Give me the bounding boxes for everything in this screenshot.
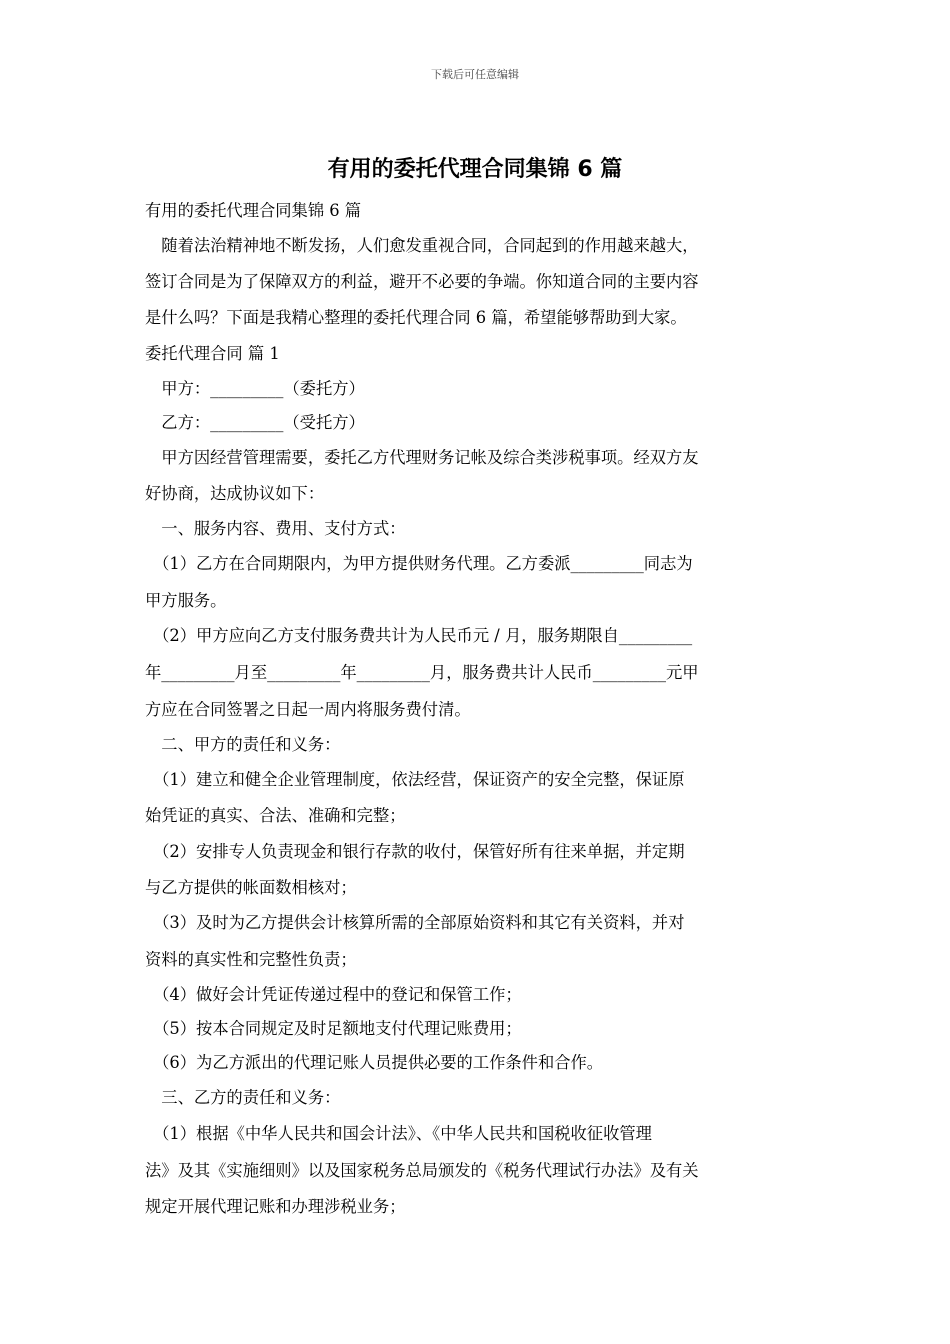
body-line: （1）建立和健全企业管理制度，依法经营，保证资产的安全完整，保证原 <box>145 770 685 789</box>
body-line: （1）根据《中华人民共和国会计法》、《中华人民共和国税收征收管理 <box>145 1124 652 1143</box>
body-line: 始凭证的真实、合法、准确和完整； <box>145 806 406 825</box>
body-line: 年_________月至_________年_________月，服务费共计人民币_________元甲 <box>145 663 699 682</box>
body-line: 甲方因经营管理需要，委托乙方代理财务记帐及综合类涉税事项。经双方友 <box>145 448 699 467</box>
body-line: 三、乙方的责任和义务： <box>145 1088 341 1107</box>
header-note: 下载后可任意编辑 <box>431 68 519 81</box>
body-line: 一、服务内容、费用、支付方式： <box>145 519 406 538</box>
body-line: 规定开展代理记账和办理涉税业务； <box>145 1197 406 1216</box>
body-line: 甲方服务。 <box>145 591 227 610</box>
body-line: 签订合同是为了保障双方的利益，避开不必要的争端。你知道合同的主要内容 <box>145 272 699 291</box>
body-line: 二、甲方的责任和义务： <box>145 735 341 754</box>
body-line: （3）及时为乙方提供会计核算所需的全部原始资料和其它有关资料，并对 <box>145 913 685 932</box>
body-line: （2）甲方应向乙方支付服务费共计为人民币元 / 月，服务期限自_________ <box>145 626 693 645</box>
body-line: 法》及其《实施细则》以及国家税务总局颁发的《税务代理试行办法》及有关 <box>145 1161 699 1180</box>
body-line: 与乙方提供的帐面数相核对； <box>145 878 357 897</box>
body-line: 是什么吗？下面是我精心整理的委托代理合同 6 篇，希望能够帮助到大家。 <box>145 308 687 327</box>
section-heading: 委托代理合同 篇 1 <box>145 344 280 363</box>
subtitle-line: 有用的委托代理合同集锦 6 篇 <box>145 201 362 220</box>
body-line: 资料的真实性和完整性负责； <box>145 950 357 969</box>
body-line: 乙方：_________（受托方） <box>145 413 365 432</box>
body-line: （2）安排专人负责现金和银行存款的收付，保管好所有往来单据，并定期 <box>145 842 685 861</box>
document-title: 有用的委托代理合同集锦 6 篇 <box>327 157 623 182</box>
body-line: 甲方：_________（委托方） <box>145 379 365 398</box>
body-line: 随着法治精神地不断发扬，人们愈发重视合同，合同起到的作用越来越大， <box>145 236 699 255</box>
body-line: （1）乙方在合同期限内，为甲方提供财务代理。乙方委派_________同志为 <box>145 554 693 573</box>
body-line: （5）按本合同规定及时足额地支付代理记账费用； <box>145 1019 522 1038</box>
body-line: 好协商，达成协议如下： <box>145 484 325 503</box>
body-line: 方应在合同签署之日起一周内将服务费付清。 <box>145 700 471 719</box>
body-line: （4）做好会计凭证传递过程中的登记和保管工作； <box>145 985 522 1004</box>
body-line: （6）为乙方派出的代理记账人员提供必要的工作条件和合作。 <box>145 1053 604 1072</box>
